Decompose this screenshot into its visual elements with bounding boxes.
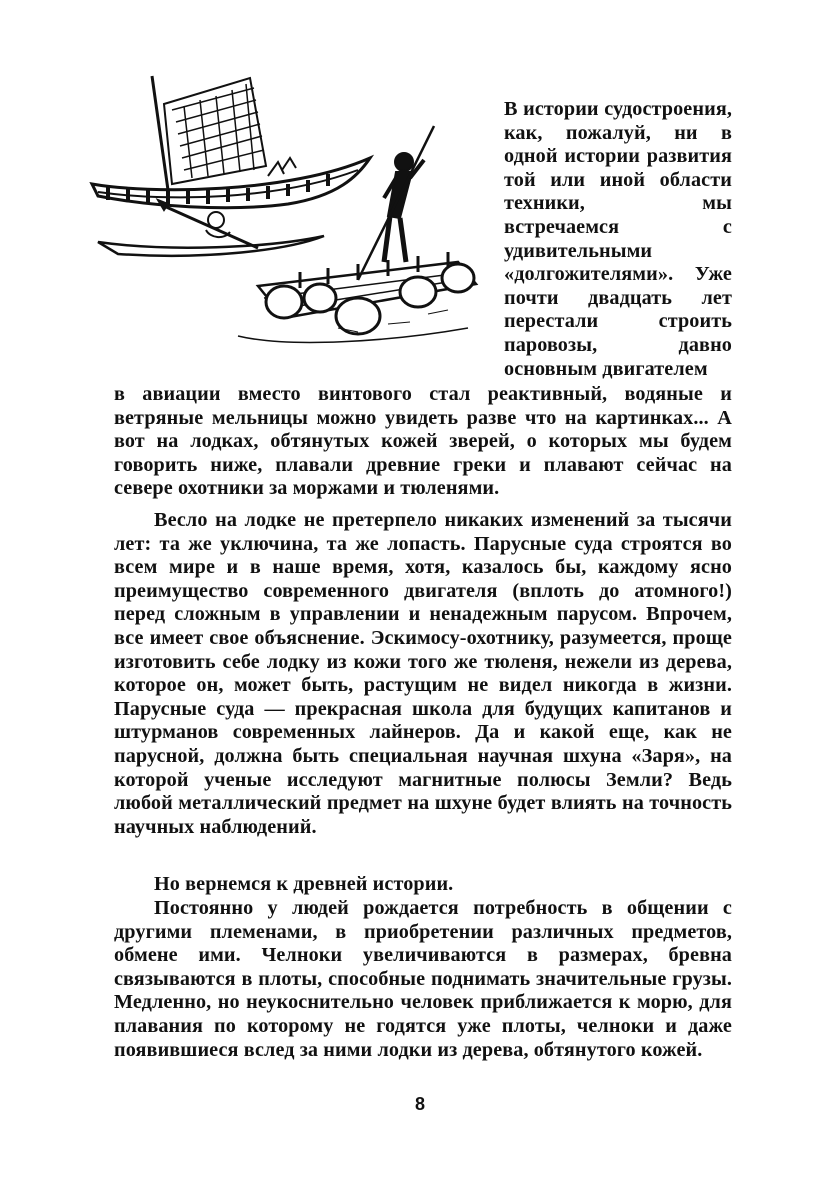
raft-drawing xyxy=(238,126,476,342)
sailboat-drawing xyxy=(92,76,370,208)
intro-paragraph-side: В истории судостроения, как, пожалуй, ни в одной истории развития той или иной области техники, мы встречаемся с удивительными «долгожителями». Уже почти двадцать лет перестали строить паровозы, давно основным двигателем xyxy=(504,98,732,380)
intro-paragraph-continued: в авиации вместо винтового стал реактивный, водяные и ветряные мельницы можно увидеть разве что на картинках... А вот на лодках, обтянутых кожей зверей, о которых мы будем говорить ниже, плавали древние греки и плавают сейчас на севере охотники за моржами и тюленями. xyxy=(114,383,732,500)
constant-need-paragraph: Постоянно у людей рождается потребность в общении с другими племенами, в приобретении различных предметов, обмене ими. Челноки увеличиваются в размерах, бревна связываются в плоты, способные поднимать значительные грузы. Медленно, но неукоснительно человек приближается к морю, для плавания по которому не годятся уже плоты, челноки и даже появившиеся вслед за ними лодки из дерева, обтянутого кожей. xyxy=(114,897,732,1061)
boats-illustration xyxy=(88,66,488,366)
oar-paragraph: Весло на лодке не претерпело никаких изменений за тысячи лет: та же уключина, та же лопасть. Парусные суда строятся во всем мире и в наше время, хотя, казалось бы, каждому ясно преимущество современного двигателя (вплоть до атомного!) перед сложным в управлении и ненадежным парусом. Впрочем, все имеет свое объяснение. Эскимосу-охотнику, разумеется, проще изготовить себе лодку из кожи того же тюленя, нежели из дерева, которое он, может быть, растущим не видел никогда в жизни. Парусные суда — прекрасная школа для будущих капитанов и штурманов современных лайнеров. Да и какой еще, как не парусной, должна быть специальная научная шхуна «Заря», на которой ученые исследуют магнитные полюсы Земли? Ведь любой металлический предмет на шхуне будет влиять на точность научных наблюдений. xyxy=(114,509,732,838)
page-number: 8 xyxy=(414,1094,425,1114)
return-paragraph: Но вернемся к древней истории. xyxy=(154,873,454,895)
